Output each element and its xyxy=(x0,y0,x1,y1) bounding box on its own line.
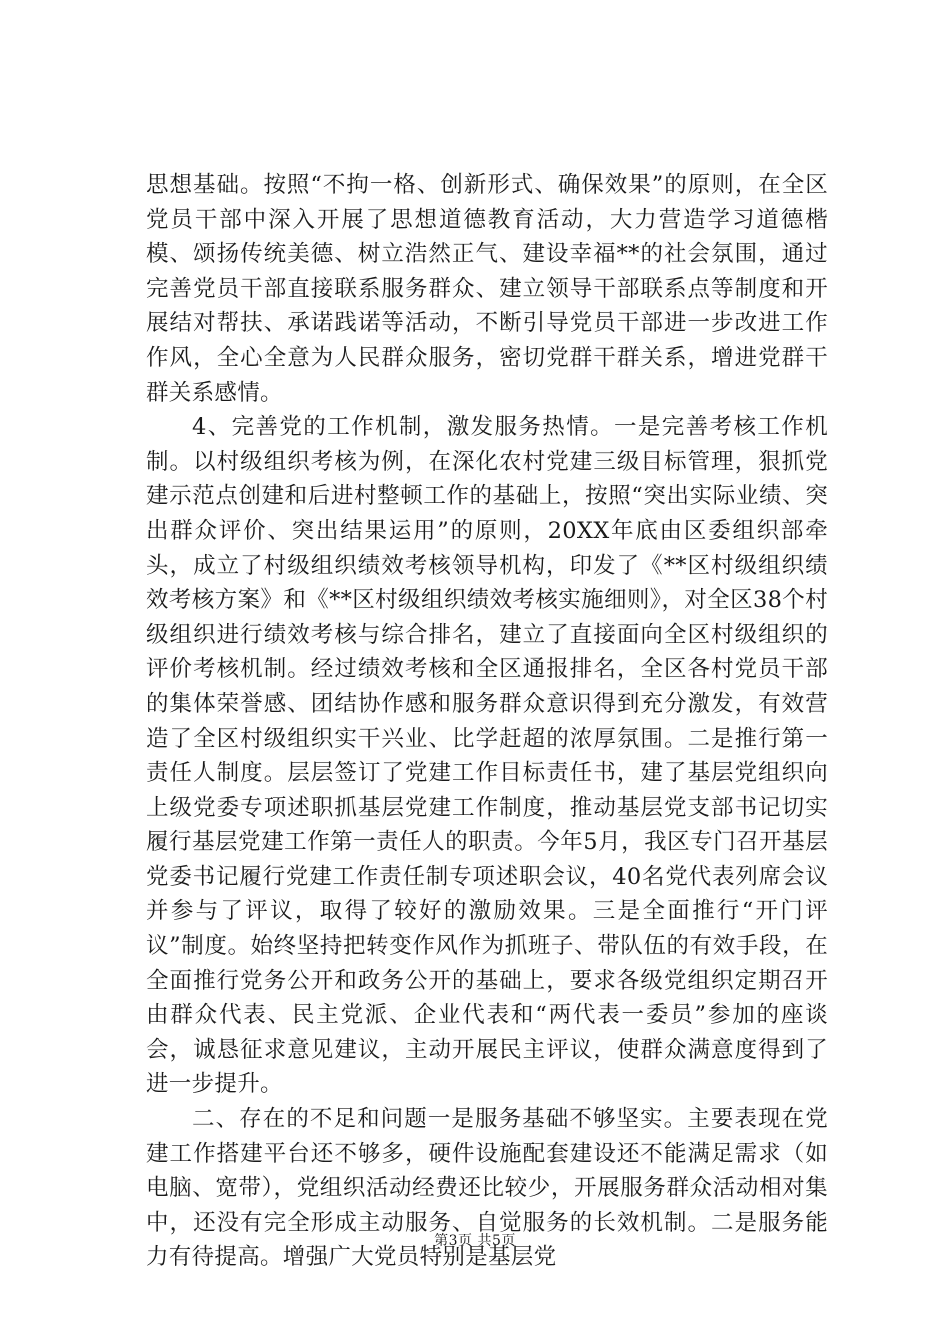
paragraph-shortcomings: 二、存在的不足和问题一是服务基础不够坚实。主要表现在党建工作搭建平台还不够多，硬件设施配套建设还不能满足需求（如电脑、宽带），党组织活动经费还比较少，开展服务群众活动相对集中，还没有完全形成主动服务、自觉服务的长效机制。二是服务能力有待提高。增强广大党员特别是基层党 xyxy=(146,1106,828,1271)
page-number-footer: 第3页 共5页 xyxy=(434,1233,516,1249)
paragraph-work-mechanism: 4、完善党的工作机制，激发服务热情。一是完善考核工作机制。以村级组织考核为例，在深化农村党建三级目标管理，狠抓党建示范点创建和后进村整顿工作的基础上，按照“突出实际业绩、突出群众评价、突出结果运用”的原则，20XX年底由区委组织部牵头，成立了村级组织绩效考核领导机构，印发了《**区村级组织绩效考核方案》和《**区村级组织绩效考核实施细则》，对全区38个村级组织进行绩效考核与综合排名，建立了直接面向全区村级组织的评价考核机制。经过绩效考核和全区通报排名，全区各村党员干部的集体荣誉感、团结协作感和服务群众意识得到充分激发，有效营造了全区村级组织实干兴业、比学赶超的浓厚氛围。二是推行第一责任人制度。层层签订了党建工作目标责任书，建了基层党组织向上级党委专项述职抓基层党建工作制度，推动基层党支部书记切实履行基层党建工作第一责任人的职责。今年5月，我区专门召开基层党委书记履行党建工作责任制专项述职会议，40名党代表列席会议并参与了评议，取得了较好的激励效果。三是全面推行“开门评议”制度。始终坚持把转变作风作为抓班子、带队伍的有效手段，在全面推行党务公开和政务公开的基础上，要求各级党组织定期召开由群众代表、民主党派、企业代表和“两代表一委员”参加的座谈会，诚恳征求意见建议，主动开展民主评议，使群众满意度得到了进一步提升。 xyxy=(146,414,828,1098)
paragraph-continuation: 思想基础。按照“不拘一格、创新形式、确保效果”的原则，在全区党员干部中深入开展了思想道德教育活动，大力营造学习道德楷模、颂扬传统美德、树立浩然正气、建设幸福**的社会氛围，通过完善党员干部直接联系服务群众、建立领导干部联系点等制度和开展结对帮扶、承诺践诺等活动，不断引导党员干部进一步改进工作作风，全心全意为人民群众服务，密切党群干群关系，增进党群干群关系感情。 xyxy=(146,172,828,406)
document-body xyxy=(146,168,828,1275)
